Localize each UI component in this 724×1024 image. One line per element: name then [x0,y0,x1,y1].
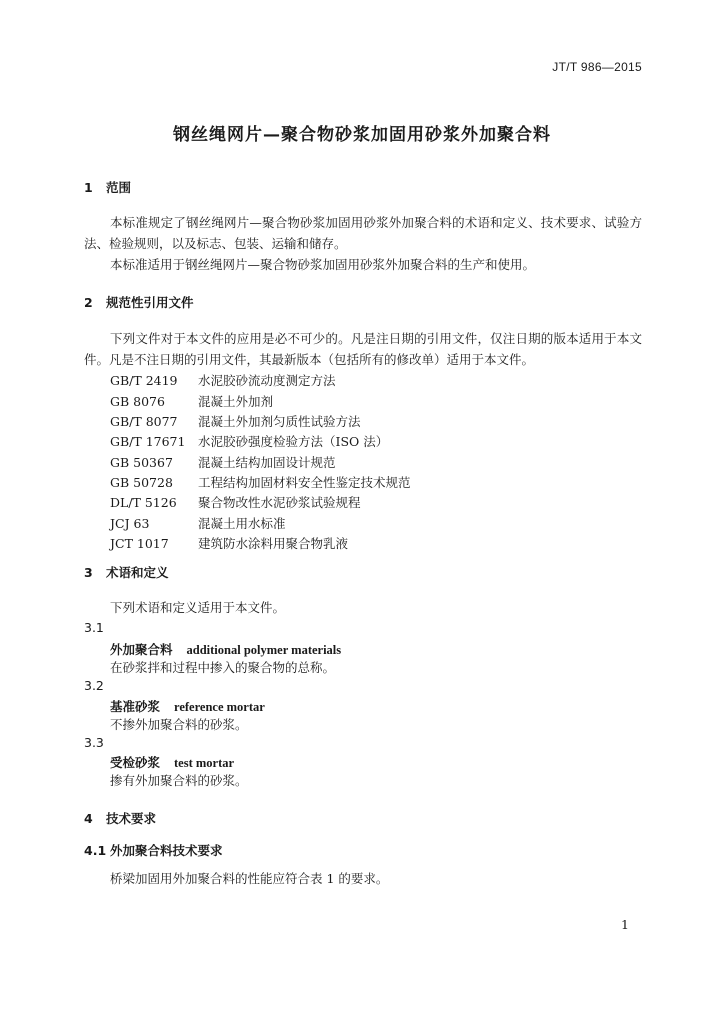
term-definition: 掺有外加聚合料的砂浆。 [110,773,248,788]
reference-name: 混凝土结构加固设计规范 [198,455,336,470]
terms-intro-paragraph: 下列术语和定义适用于本文件。 [110,600,286,615]
reference-name: 水泥胶砂强度检验方法（ISO 法） [198,434,389,449]
page-number: 1 [621,917,629,932]
term-number: 3.1 [84,620,104,635]
reference-code: JCJ 63 [110,516,150,531]
term-english: reference mortar [174,700,265,714]
reference-code: JCT 1017 [110,536,169,551]
standard-code: JT/T 986—2015 [552,60,642,74]
section-3-heading [84,563,169,581]
term-entry [110,753,234,771]
normative-references-paragraph: 下列文件对于本文件的应用是必不可少的。凡是注日期的引用文件，仅注日期的版本适用于本文件。凡是不注日期的引用文件，其最新版本（包括所有的修改单）适用于本文件。 [84,331,642,367]
reference-row [110,453,336,471]
term-number: 3.3 [84,735,104,750]
reference-row [110,514,286,532]
reference-name: 混凝土外加剂 [198,394,274,409]
reference-name: 混凝土外加剂匀质性试验方法 [198,414,361,429]
term-chinese: 基准砂浆 [110,699,161,714]
section-4-heading [84,809,156,827]
term-number: 3.2 [84,678,104,693]
term-entry [110,697,265,715]
reference-name: 工程结构加固材料安全性鉴定技术规范 [198,475,411,490]
term-english: test mortar [174,756,235,770]
section-number: 1 [84,180,93,195]
document-title: 钢丝绳网片—聚合物砂浆加固用砂浆外加聚合料 [173,125,551,145]
term-english: additional polymer materials [186,643,342,657]
reference-row [110,534,348,552]
reference-row [110,473,411,491]
reference-code: GB/T 8077 [110,414,178,429]
scope-paragraph-1: 本标准规定了钢丝绳网片—聚合物砂浆加固用砂浆外加聚合料的术语和定义、技术要求、试验方法、检验规则，以及标志、包装、运输和储存。 [84,215,642,251]
section-1-heading [84,178,131,196]
term-definition: 在砂浆拌和过程中掺入的聚合物的总称。 [110,660,336,675]
reference-row [110,392,273,410]
section-title: 技术要求 [106,811,157,826]
reference-name: 建筑防水涂料用聚合物乳液 [198,536,349,551]
reference-code: GB 8076 [110,394,165,409]
section-number: 3 [84,565,93,580]
section-number: 4 [84,811,93,826]
term-chinese: 受检砂浆 [110,755,161,770]
scope-paragraph-2: 本标准适用于钢丝绳网片—聚合物砂浆加固用砂浆外加聚合料的生产和使用。 [110,257,536,272]
technical-requirements-paragraph: 桥梁加固用外加聚合料的性能应符合表 1 的要求。 [110,871,389,886]
reference-row [110,412,361,430]
reference-row [110,432,388,450]
subsection-title: 外加聚合料技术要求 [110,843,223,858]
section-number: 2 [84,295,93,310]
term-entry [110,640,341,658]
term-chinese: 外加聚合料 [110,642,173,657]
subsection-number: 4.1 [84,843,107,858]
reference-name: 水泥胶砂流动度测定方法 [198,373,336,388]
reference-row [110,371,336,389]
term-definition: 不掺外加聚合料的砂浆。 [110,717,248,732]
subsection-4-1-heading [84,841,223,859]
reference-code: GB/T 2419 [110,373,178,388]
reference-code: GB 50728 [110,475,173,490]
reference-row [110,493,361,511]
reference-name: 聚合物改性水泥砂浆试验规程 [198,495,361,510]
section-2-heading [84,293,194,311]
reference-code: DL/T 5126 [110,495,177,510]
reference-name: 混凝土用水标准 [198,516,286,531]
reference-code: GB 50367 [110,455,173,470]
section-title: 规范性引用文件 [106,295,194,310]
reference-code: GB/T 17671 [110,434,186,449]
section-title: 术语和定义 [106,565,169,580]
section-title: 范围 [106,180,132,195]
